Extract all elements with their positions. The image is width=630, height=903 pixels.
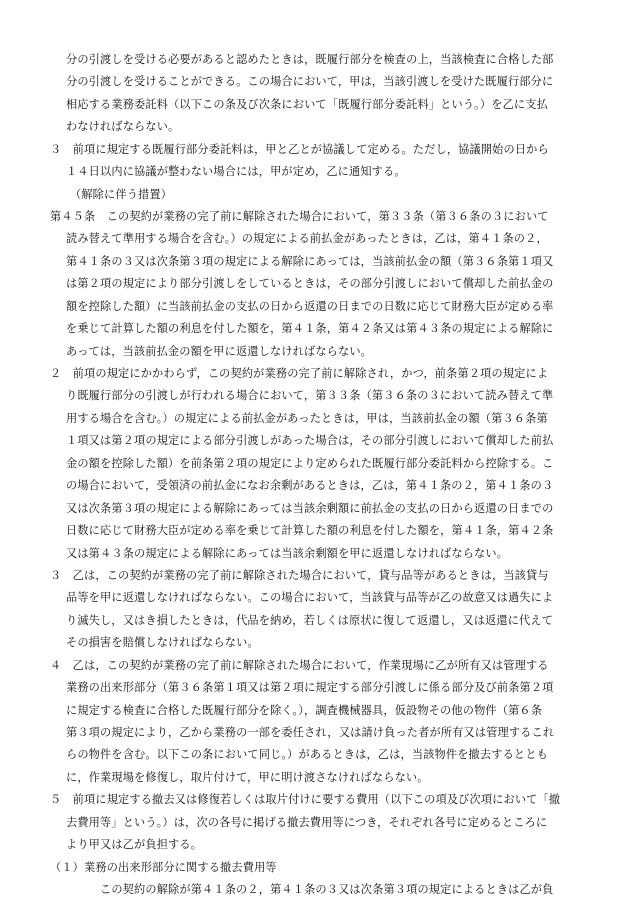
body-line: 品等を甲に返還しなければならない。この場合において，当該貸与品等が乙の故意又は過失によ: [66, 591, 554, 605]
body-line: より甲又は乙が負担する。: [66, 838, 203, 852]
body-line: 相応する業務委託料（以下この条及び次条において「既履行部分委託料」という。）を乙に支払: [66, 97, 548, 111]
section-heading: （解除に伴う措置）: [70, 187, 173, 201]
article-45-line: 第４５条 この契約が業務の完了前に解除された場合において，第３３条（第３６条の３において: [50, 210, 549, 224]
body-line: 分の引渡しを受けることができる。この場合において，甲は，当該引渡しを受けた既履行部分に: [66, 75, 554, 89]
body-line: 去費用等」という。）は，次の各号に掲げる撤去費用等につき，それぞれ各号に定めるところに: [66, 815, 548, 829]
body-line: に，作業現場を修復し，取片付けて，甲に明け渡さなければならない。: [66, 770, 429, 784]
body-line: は第２項の規定により部分引渡しをしているときは，その部分引渡しにおいて償却した前払金の: [66, 277, 554, 291]
body-line: 分の引渡しを受ける必要があると認めたときは，既履行部分を検査の上，当該検査に合格した部: [66, 53, 554, 66]
body-line: 読み替えて準用する場合を含む。）の規定による前払金があったときは，乙は，第４１条の２，: [66, 232, 548, 246]
body-line: 業務の出来形部分（第３６条第１項又は第２項に規定する部分引渡しに係る部分及び前条第２項: [66, 681, 554, 695]
body-line: 第４１条の３又は次条第３項の規定による解除にあっては，当該前払金の額（第３６条第１項又: [66, 254, 554, 268]
body-line: らの物件を含む。以下この条において同じ。）があるときは，乙は，当該物件を撤去するととも: [66, 748, 548, 762]
body-line: 金の額を控除した額）を前条第２項の規定により定められた既履行部分委託料から控除する。こ: [66, 456, 554, 470]
paragraph-4-line: ４ 乙は，この契約が業務の完了前に解除された場合において，作業現場に乙が所有又は管理する: [50, 658, 549, 672]
body-line: この契約の解除が第４１条の２，第４１条の３又は次条第３項の規定によるときは乙が負: [100, 883, 554, 896]
body-line: わなければならない。: [66, 120, 180, 134]
body-line: 日数に応じて財務大臣が定める率を乗じて計算した額の利息を付した額を，第４１条，第４２条: [66, 524, 554, 538]
item-1-heading: （１）業務の出来形部分に関する撤去費用等: [50, 860, 277, 874]
body-line: 用する場合を含む。）の規定による前払金があったときは，甲は，当該前払金の額（第３６条第: [66, 411, 548, 425]
paragraph-3-line: ３ 乙は，この契約が業務の完了前に解除された場合において，貸与品等があるときは，当該貸与: [50, 568, 549, 582]
body-line: り滅失し，又はき損したときは，代品を納め，若しくは原状に復して返還し，又は返還に代えて: [66, 613, 554, 627]
paragraph-3-line: ３ 前項に規定する既履行部分委託料は，甲と乙とが協議して定める。ただし，協議開始の日から: [50, 142, 549, 156]
body-line: １４日以内に協議が整わない場合には，甲が定め，乙に通知する。: [66, 165, 406, 179]
body-line: 又は次条第３項の規定による解除にあっては当該余剰額に前払金の支払の日から返還の日までの: [66, 501, 554, 515]
body-line: を乗じて計算した額の利息を付した額を，第４１条，第４２条又は第４３条の規定による解除に: [66, 322, 554, 336]
body-line: に規定する検査に合格した既履行部分を除く。），調査機械器具，仮設物その他の物件（第６条: [66, 703, 543, 717]
body-line: り既履行部分の引渡しが行われる場合において，第３３条（第３６条の３において読み替えて準: [66, 389, 554, 403]
body-line: 額を控除した額）に当該前払金の支払の日から返還の日までの日数に応じて財務大臣が定める率: [66, 299, 554, 313]
body-line: 又は第４３条の規定による解除にあっては当該余剰額を甲に返還しなければならない。: [66, 546, 509, 560]
body-line: 第３項の規定により，乙から業務の一部を委任され，又は請け負った者が所有又は管理するこれ: [66, 725, 555, 739]
body-line: １項又は第２項の規定による部分引渡しがあった場合は，その部分引渡しにおいて償却した前払: [66, 434, 554, 448]
body-line: の場合において，受領済の前払金になお余剰があるときは，乙は，第４１条の２，第４１条の３: [66, 479, 554, 493]
paragraph-2-line: ２ 前項の規定にかかわらず，この契約が業務の完了前に解除され，かつ，前条第２項の規定によ: [50, 367, 549, 381]
body-line: あっては，当該前払金の額を甲に返還しなければならない。: [66, 344, 373, 358]
body-line: その損害を賠償しなければならない。: [66, 636, 259, 650]
paragraph-5-line: ５ 前項に規定する撤去又は修復若しくは取片付けに要する費用（以下この項及び次項において「撤: [50, 793, 561, 807]
